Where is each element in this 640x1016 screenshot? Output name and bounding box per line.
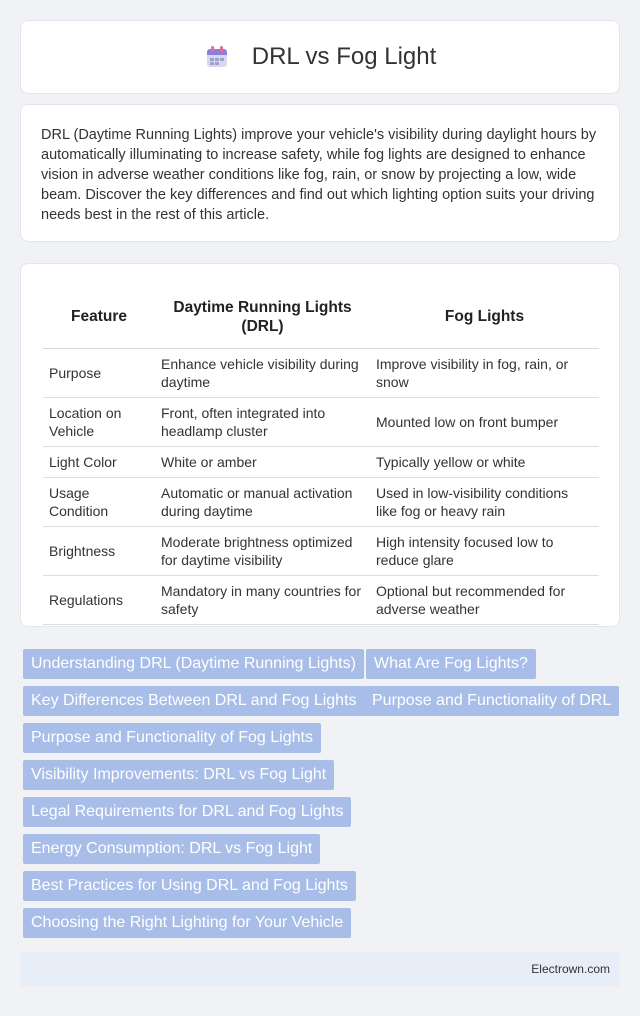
- topic-link[interactable]: Visibility Improvements: DRL vs Fog Light: [23, 760, 334, 790]
- table-cell: Typically yellow or white: [370, 446, 599, 477]
- page-title: DRL vs Fog Light: [251, 43, 437, 70]
- table-cell: Usage Condition: [43, 477, 155, 526]
- calendar-icon: [204, 44, 230, 70]
- intro-card: [20, 104, 620, 242]
- table-cell: Light Color: [43, 446, 155, 477]
- intro-text: DRL (Daytime Running Lights) improve your vehicle's visibility during daylight hours by automatically illuminating to increase safety, while fog lights are designed to enhance vision in adverse weather conditions like fog, rain, or snow by projecting a low, wide beam. Discover the key differences and find out which lighting option suits your driving needs best in the rest of this article.: [41, 127, 597, 223]
- table-cell: Brightness: [43, 526, 155, 575]
- topic-link[interactable]: Purpose and Functionality of DRL: [364, 686, 619, 716]
- table-row: [43, 397, 599, 446]
- comparison-table-card: [20, 263, 620, 627]
- topic-link[interactable]: What Are Fog Lights?: [366, 649, 536, 679]
- table-cell: Front, often integrated into headlamp cluster: [155, 397, 370, 446]
- table-row: [43, 348, 599, 397]
- topic-link[interactable]: Choosing the Right Lighting for Your Vehicle: [23, 908, 351, 938]
- column-header-fog: Fog Lights: [370, 286, 599, 348]
- table-cell: Regulations: [43, 575, 155, 624]
- table-cell: Used in low-visibility conditions like fog or heavy rain: [370, 477, 599, 526]
- header-card: [20, 20, 620, 94]
- topic-link[interactable]: Energy Consumption: DRL vs Fog Light: [23, 834, 320, 864]
- topic-link[interactable]: Key Differences Between DRL and Fog Lights: [23, 686, 365, 716]
- table-cell: Optional but recommended for adverse weather: [370, 575, 599, 624]
- topic-link[interactable]: Understanding DRL (Daytime Running Lights): [23, 649, 364, 679]
- column-header-feature: Feature: [43, 286, 155, 348]
- column-header-drl: Daytime Running Lights (DRL): [155, 286, 370, 348]
- topic-link[interactable]: Purpose and Functionality of Fog Lights: [23, 723, 321, 753]
- topic-link[interactable]: Legal Requirements for DRL and Fog Lights: [23, 797, 351, 827]
- table-row: [43, 477, 599, 526]
- table-cell: Enhance vehicle visibility during daytime: [155, 348, 370, 397]
- table-cell: Location on Vehicle: [43, 397, 155, 446]
- table-row: [43, 446, 599, 477]
- table-header-row: [43, 286, 599, 348]
- table-cell: White or amber: [155, 446, 370, 477]
- comparison-table: [43, 286, 599, 625]
- table-row: [43, 526, 599, 575]
- table-cell: Mounted low on front bumper: [370, 397, 599, 446]
- footer: [20, 952, 620, 986]
- topic-link[interactable]: Best Practices for Using DRL and Fog Lights: [23, 871, 356, 901]
- table-cell: High intensity focused low to reduce glare: [370, 526, 599, 575]
- table-cell: Automatic or manual activation during daytime: [155, 477, 370, 526]
- table-cell: Mandatory in many countries for safety: [155, 575, 370, 624]
- table-cell: Moderate brightness optimized for daytime visibility: [155, 526, 370, 575]
- footer-site-name: Electrown.com: [531, 962, 610, 976]
- table-cell: Purpose: [43, 348, 155, 397]
- table-cell: Improve visibility in fog, rain, or snow: [370, 348, 599, 397]
- table-row: [43, 575, 599, 624]
